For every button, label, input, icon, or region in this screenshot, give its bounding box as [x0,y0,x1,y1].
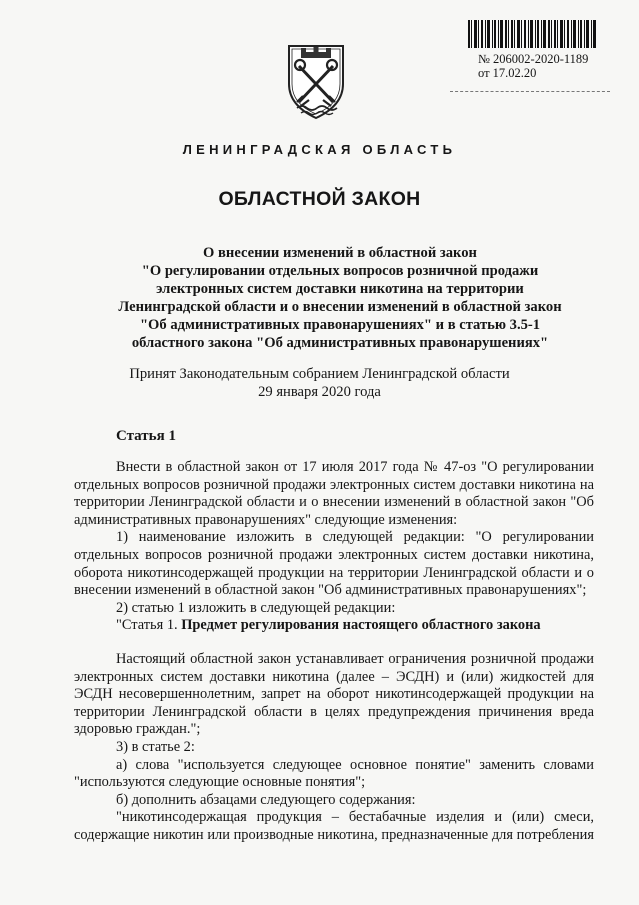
adoption-note [0,365,639,401]
paragraph: б) дополнить абзацами следующего содержания: [116,791,416,808]
registration-divider [450,91,610,92]
article-title-bold: Предмет регулирования настоящего областного закона [181,617,541,634]
article-title-prefix: "Статья 1. [116,617,182,634]
law-title-line: электронных систем доставки никотина на территории [156,281,524,297]
barcode [468,20,596,48]
paragraph: 1) наименование изложить в следующей редакции: "О регулировании отдельных вопросов розничной продажи электронных систем доставки никотина, оборота никотинсодержащей продукции на территории Ленинградской области и о внесении изменений в областной закон "Об административных правонарушениях"; [74,529,594,599]
paragraph: Настоящий областной закон устанавливает ограничения розничной продажи электронных систем доставки никотина (далее – ЭСДН) и (или) жидкостей для ЭСДН несовершеннолетним, запрет на оборот никотинсодержащей продукции на территории Ленинградской области в целях предупреждения причинения вреда здоровью граждан."; [74,650,594,738]
paragraph-article-title [74,617,594,635]
paragraph: 3) в статье 2: [116,738,195,755]
law-title-line: "О регулировании отдельных вопросов розничной продажи [141,263,539,279]
law-title-line: "Об административных правонарушениях" и в статью 3.5-1 [139,317,541,333]
law-title [60,244,620,352]
paragraph: а) слова "используется следующее основное понятие" заменить словами "используются следующие основные понятия"; [74,756,594,791]
law-title-line: областного закона "Об административных правонарушениях" [131,335,549,351]
paragraph: "никотинсодержащая продукция – бестабачные изделия и (или) смеси, содержащие никотин или производные никотина, предназначенные для потребления [74,809,594,843]
paragraph: Внести в областной закон от 17 июля 2017 года № 47-оз "О регулировании отдельных вопросов розничной продажи электронных систем доставки никотина на территории Ленинградской области и о внесении изменений в областной закон "Об административных правонарушениях" следующие изменения: [74,459,594,528]
article-body [74,459,594,844]
region-heading: ЛЕНИНГРАДСКАЯ ОБЛАСТЬ [182,142,457,157]
paragraph: 2) статью 1 изложить в следующей редакции: [116,599,396,616]
law-title-line: Ленинградской области и о внесении изменений в областной закон [118,299,562,315]
registration-stamp [478,52,588,80]
law-type-heading: ОБЛАСТНОЙ ЗАКОН [218,188,421,210]
law-title-line: О внесении изменений в областной закон [203,245,477,261]
registration-date: от 17.02.20 [478,66,537,80]
article-heading: Статья 1 [116,428,176,444]
registration-number: № 206002-2020-1189 [478,52,589,66]
coat-of-arms-emblem [283,40,349,120]
adoption-date: 29 января 2020 года [258,384,381,400]
adoption-body: Принят Законодательным собранием Ленинградской области [129,366,510,382]
